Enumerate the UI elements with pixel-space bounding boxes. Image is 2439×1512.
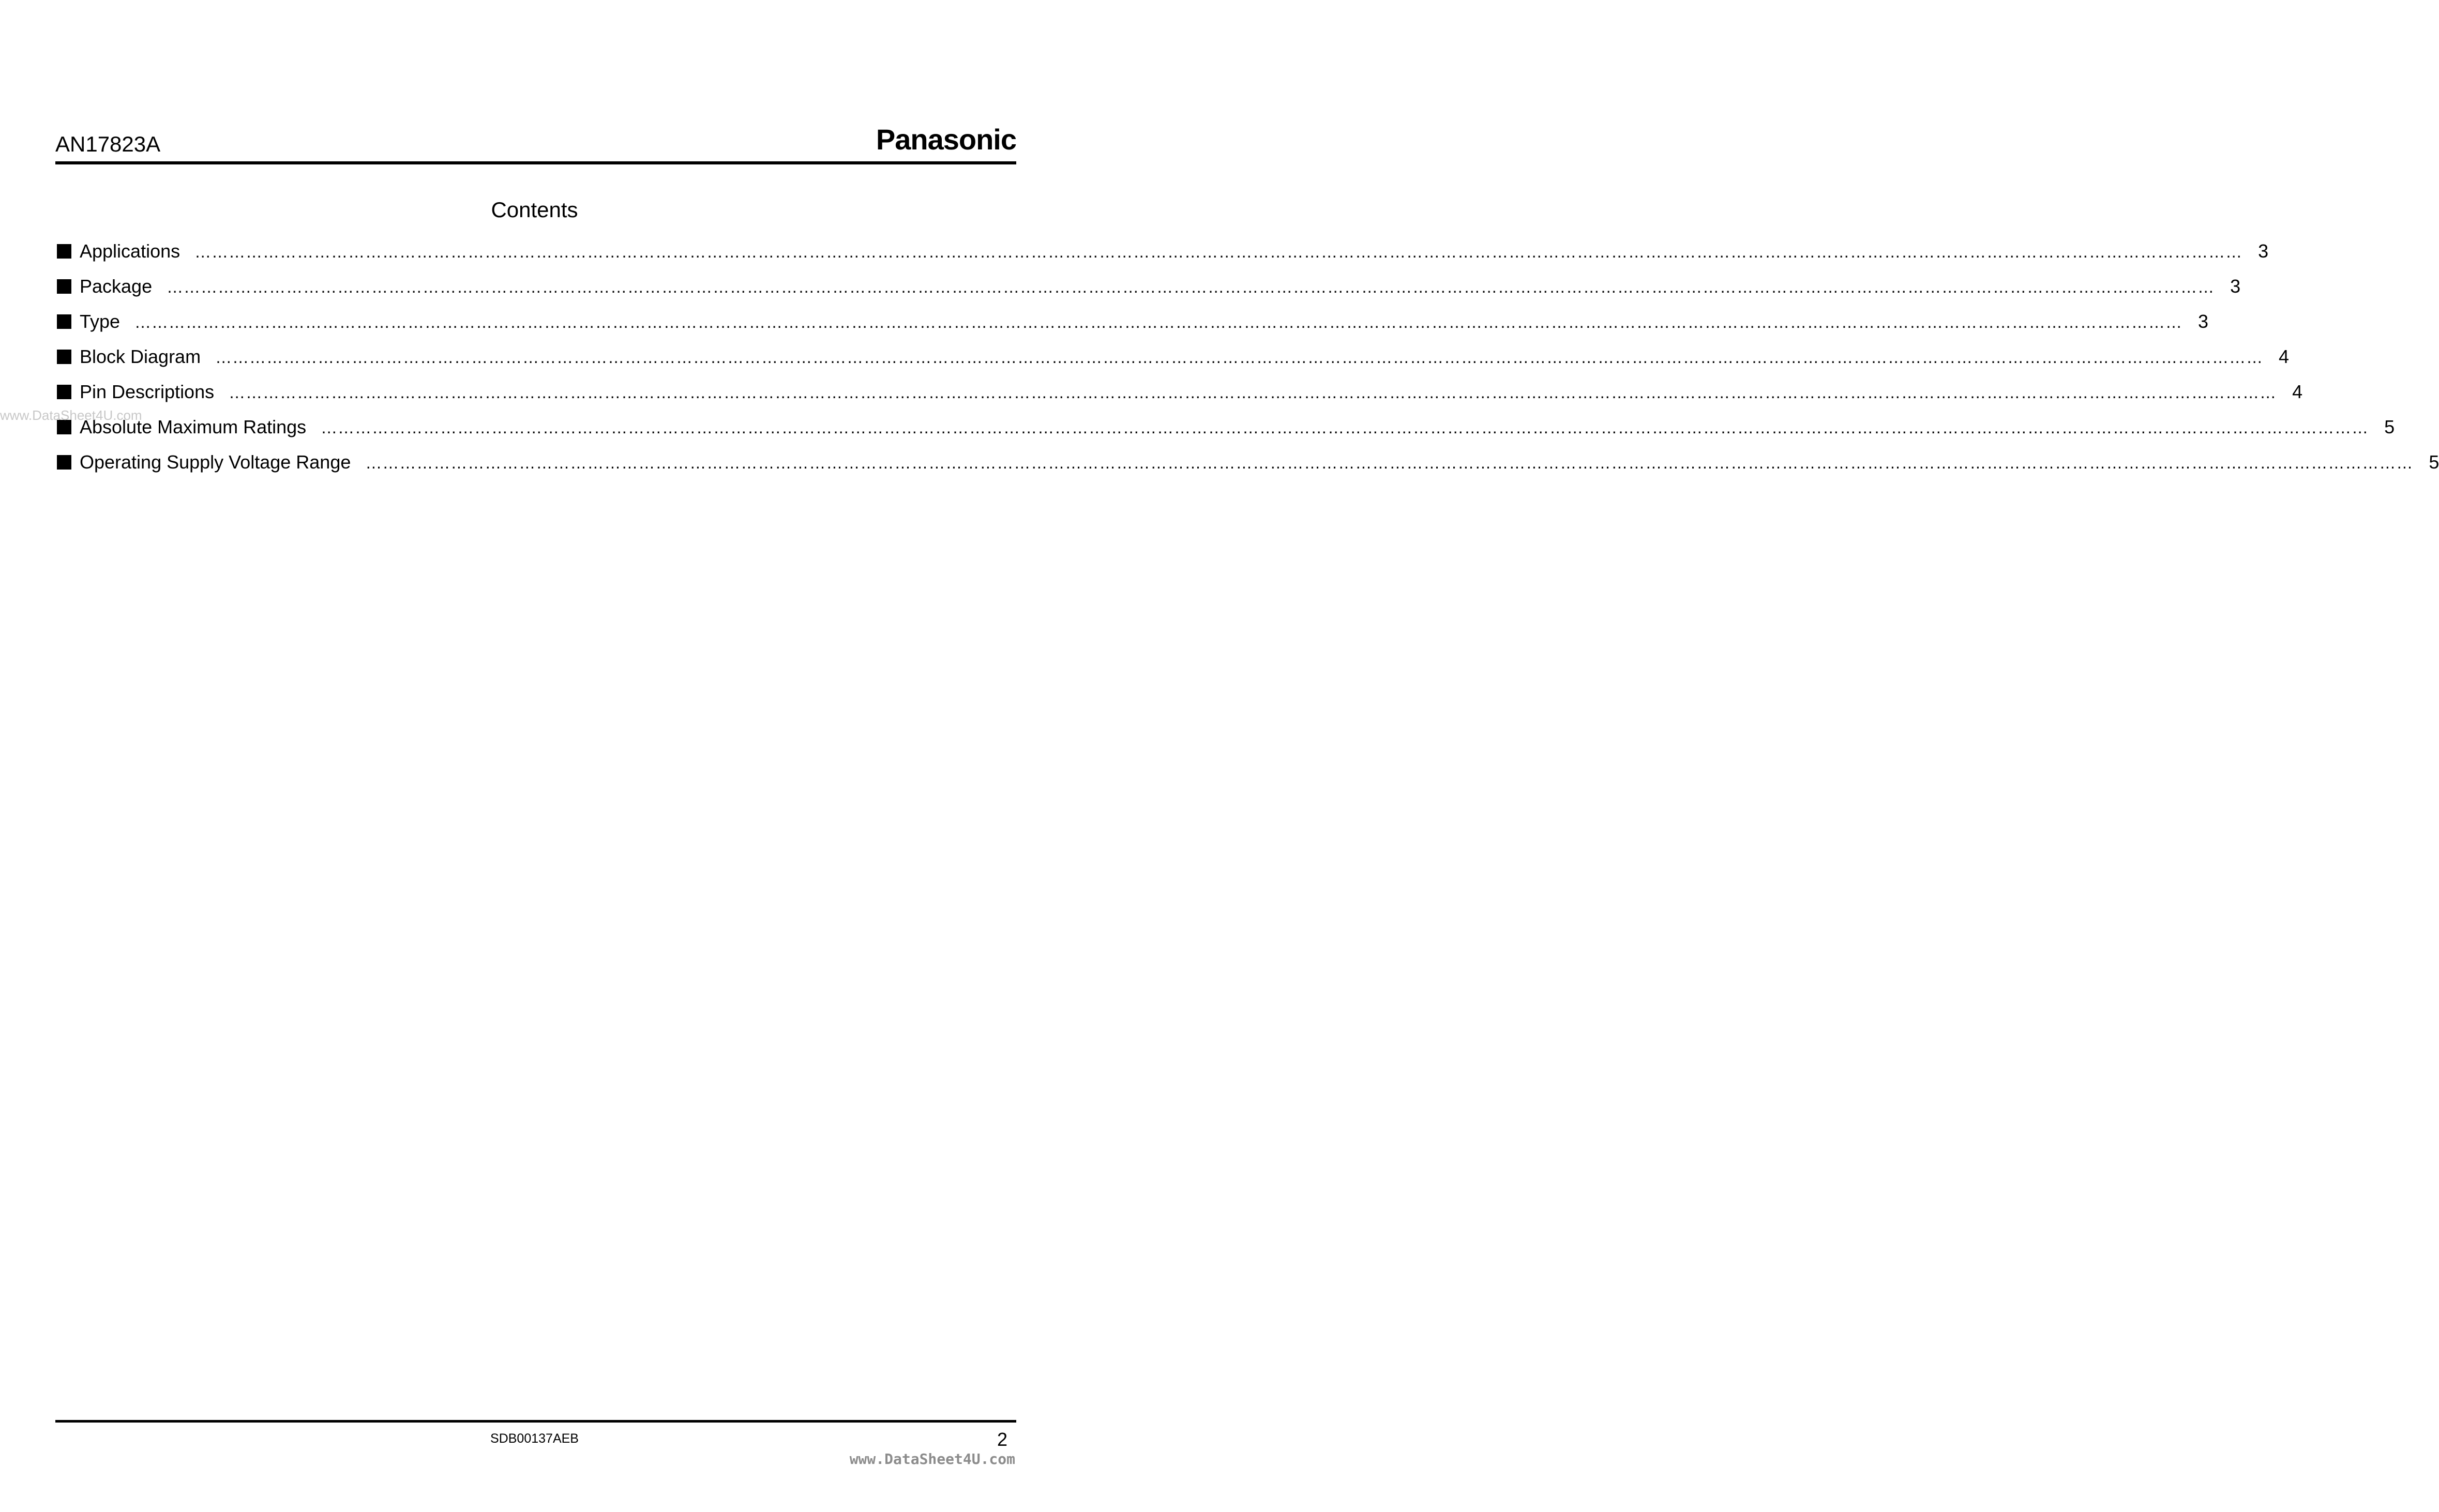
toc-item-label: Applications	[80, 240, 180, 262]
square-bullet-icon	[57, 244, 71, 259]
dot-leader: ………………………………………………………………………………………………………………………………………………………………………………………………………………………………………………………………………………………………………………………………	[215, 348, 2264, 367]
dot-leader: ………………………………………………………………………………………………………………………………………………………………………………………………………………………………………………………………………………………………………………………………	[229, 383, 2277, 402]
toc-item-page: 3	[2258, 240, 2269, 262]
toc-item-page: 4	[2279, 346, 2290, 367]
toc-item-label: Type	[80, 311, 121, 332]
toc-item-page: 3	[2230, 276, 2241, 297]
toc-item-pin-descriptions[interactable]	[57, 374, 2303, 410]
part-number: AN17823A	[55, 132, 161, 156]
toc-item-package[interactable]	[57, 269, 2241, 304]
square-bullet-icon	[57, 385, 71, 399]
square-bullet-icon	[57, 314, 71, 329]
dot-leader: ………………………………………………………………………………………………………………………………………………………………………………………………………………………………………………………………………………………………………………………………	[167, 278, 2215, 296]
watermark-bottom: www.DataSheet4U.com	[849, 1450, 1015, 1468]
square-bullet-icon	[57, 455, 71, 470]
toc-item-block-diagram[interactable]	[57, 339, 2290, 374]
toc-item-type[interactable]	[57, 304, 2209, 339]
dot-leader: ………………………………………………………………………………………………………………………………………………………………………………………………………………………………………………………………………………………………………………………………	[365, 453, 2414, 472]
toc-item-label: Package	[80, 276, 153, 297]
toc-item-absolute-maximum-ratings[interactable]	[57, 410, 2395, 445]
toc-item-page: 3	[2198, 311, 2209, 332]
toc-item-operating-supply-voltage-range[interactable]	[57, 445, 2439, 480]
square-bullet-icon	[57, 350, 71, 364]
watermark-left: www.DataSheet4U.com	[0, 407, 142, 423]
dot-leader: ………………………………………………………………………………………………………………………………………………………………………………………………………………………………………………………………………………………………………………………………	[134, 313, 2183, 331]
page-number: 2	[997, 1429, 1008, 1450]
toc-item-page: 5	[2429, 451, 2439, 473]
toc-item-label: Pin Descriptions	[80, 381, 215, 402]
toc-title: Contents	[491, 198, 578, 222]
footer-rule	[55, 1420, 1016, 1423]
toc-item-label: Absolute Maximum Ratings	[80, 416, 307, 437]
dot-leader: ………………………………………………………………………………………………………………………………………………………………………………………………………………………………………………………………………………………………………………………………	[321, 418, 2369, 437]
brand-logo: Panasonic	[876, 123, 1016, 156]
toc-item-label: Operating Supply Voltage Range	[80, 451, 351, 473]
table-of-contents	[57, 234, 2439, 480]
toc-item-label: Block Diagram	[80, 346, 201, 367]
dot-leader: ………………………………………………………………………………………………………………………………………………………………………………………………………………………………………………………………………………………………………………………………	[194, 243, 2243, 261]
toc-item-page: 4	[2292, 381, 2303, 402]
toc-item-applications[interactable]	[57, 234, 2269, 269]
square-bullet-icon	[57, 279, 71, 294]
header-rule	[55, 161, 1016, 164]
toc-item-page: 5	[2384, 416, 2395, 437]
document-code: SDB00137AEB	[490, 1431, 579, 1446]
